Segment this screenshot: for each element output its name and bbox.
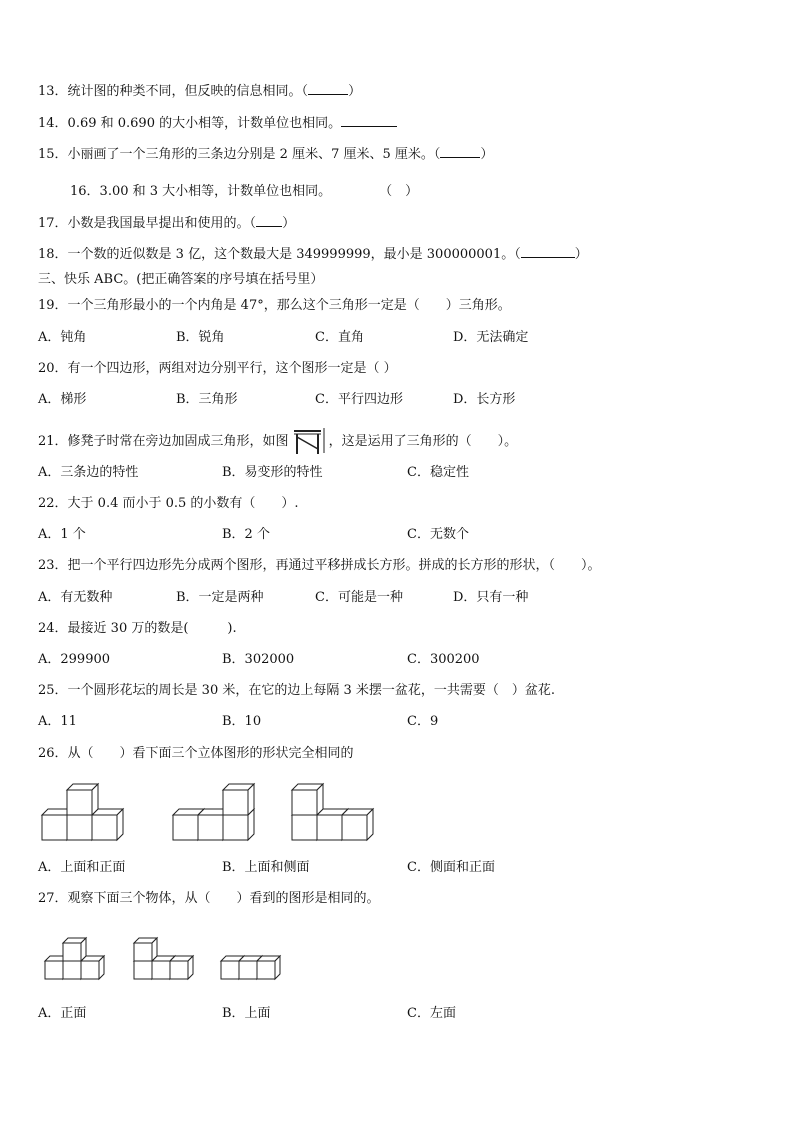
question-17: [38, 214, 295, 233]
option-a[interactable]: A．有无数种: [38, 590, 113, 605]
question-number: 17．: [38, 216, 68, 231]
question-text: 修凳子时常在旁边加固成三角形，如图: [67, 434, 289, 449]
option-b[interactable]: B．三角形: [176, 392, 238, 407]
question-number: 24．: [38, 621, 68, 636]
option-b[interactable]: B．一定是两种: [176, 590, 264, 605]
option-d[interactable]: D．长方形: [453, 392, 516, 407]
question-tail: ）: [574, 247, 588, 262]
question-text: 一个圆形花坛的周长是 30 米，在它的边上每隔 3 米摆一盆花，一共需要（ ）盆花.: [67, 683, 556, 698]
solid-figures-27: [40, 933, 290, 983]
question-tail: ）: [348, 84, 362, 99]
option-c[interactable]: C．9: [407, 714, 439, 729]
option-b[interactable]: B．锐角: [176, 330, 225, 345]
option-b[interactable]: B．302000: [222, 652, 295, 667]
question-number: 25．: [38, 683, 68, 698]
question-18: [38, 245, 588, 264]
section-heading: 三、快乐 ABC。(把正确答案的序号填在括号里）: [38, 272, 324, 287]
question-16: [70, 183, 418, 201]
question-23: [38, 557, 601, 575]
answer-blank[interactable]: [440, 145, 480, 158]
question-text: 从（ ）看下面三个立体图形的形状完全相同的: [67, 746, 354, 761]
question-19: [38, 297, 511, 315]
stool-figure: [291, 427, 327, 455]
answer-blank[interactable]: [521, 245, 575, 258]
question-number: 22．: [38, 496, 68, 511]
option-c[interactable]: C．可能是一种: [315, 590, 403, 605]
question-number: 14．: [38, 116, 68, 131]
solid-object-2: [134, 938, 193, 979]
question-14: [38, 114, 397, 133]
option-c[interactable]: C．左面: [407, 1006, 456, 1021]
option-a[interactable]: A．钝角: [38, 330, 87, 345]
question-22: [38, 495, 299, 513]
question-number: 26．: [38, 746, 68, 761]
question-13: [38, 82, 361, 101]
question-number: 21．: [38, 434, 68, 449]
question-20: [38, 360, 397, 378]
question-text: 一个数的近似数是 3 亿，这个数最大是 349999999，最小是 300000001。（: [67, 247, 521, 262]
option-c[interactable]: C．无数个: [407, 527, 469, 542]
option-a[interactable]: A．299900: [38, 652, 111, 667]
option-a[interactable]: A．1 个: [38, 527, 86, 542]
answer-blank[interactable]: [308, 82, 348, 95]
question-text: 把一个平行四边形先分成两个图形，再通过平移拼成长方形。拼成的长方形的形状，（ ）。: [67, 558, 601, 573]
question-text: 小丽画了一个三角形的三条边分别是 2 厘米、7 厘米、5 厘米。（: [67, 147, 441, 162]
question-text: 0.69 和 0.690 的大小相等，计数单位也相同。: [67, 116, 342, 131]
option-a[interactable]: A．上面和正面: [38, 860, 126, 875]
option-b[interactable]: B．上面和侧面: [222, 860, 310, 875]
solid-figure-2: [173, 784, 254, 840]
question-26: [38, 745, 354, 763]
question-number: 20．: [38, 361, 68, 376]
question-text: 一个三角形最小的一个内角是 47°，那么这个三角形一定是（ ）三角形。: [67, 298, 511, 313]
answer-bracket[interactable]: （ ）: [379, 184, 419, 199]
answer-blank[interactable]: [256, 214, 282, 227]
option-b[interactable]: B．易变形的特性: [222, 465, 323, 480]
question-text: 小数是我国最早提出和使用的。（: [67, 216, 257, 231]
solid-object-3: [221, 956, 280, 979]
question-text: 统计图的种类不同，但反映的信息相同。（: [67, 84, 309, 99]
option-b[interactable]: B．10: [222, 714, 262, 729]
question-tail: ）: [282, 216, 296, 231]
option-c[interactable]: C．侧面和正面: [407, 860, 495, 875]
solid-figures-26: [36, 778, 386, 848]
option-c[interactable]: C．直角: [315, 330, 364, 345]
question-number: 15．: [38, 147, 68, 162]
question-tail: ）: [480, 147, 494, 162]
option-c[interactable]: C．300200: [407, 652, 480, 667]
question-number: 18．: [38, 247, 68, 262]
question-text: 最接近 30 万的数是( ).: [67, 621, 237, 636]
question-text: 观察下面三个物体，从（ ）看到的图形是相同的。: [67, 891, 380, 906]
question-25: [38, 682, 555, 700]
option-a[interactable]: A．梯形: [38, 392, 87, 407]
question-number: 16．: [70, 184, 100, 199]
option-c[interactable]: C．平行四边形: [315, 392, 403, 407]
option-b[interactable]: B．2 个: [222, 527, 270, 542]
question-text-cont: ，这是运用了三角形的（ ）。: [328, 434, 518, 449]
solid-figure-1: [42, 784, 123, 840]
option-b[interactable]: B．上面: [222, 1006, 271, 1021]
option-a[interactable]: A．正面: [38, 1006, 87, 1021]
question-text: 大于 0.4 而小于 0.5 的小数有（ ）.: [67, 496, 299, 511]
question-number: 23．: [38, 558, 68, 573]
option-d[interactable]: D．无法确定: [453, 330, 529, 345]
question-number: 19．: [38, 298, 68, 313]
question-15: [38, 145, 493, 164]
solid-object-1: [45, 938, 104, 979]
option-d[interactable]: D．只有一种: [453, 590, 529, 605]
option-a[interactable]: A．11: [38, 714, 77, 729]
question-number: 27．: [38, 891, 68, 906]
answer-blank[interactable]: [341, 114, 397, 127]
question-27: [38, 890, 380, 908]
solid-figure-3: [292, 784, 373, 840]
question-number: 13．: [38, 84, 68, 99]
question-text: 3.00 和 3 大小相等，计数单位也相同。: [99, 184, 332, 199]
question-21: [38, 427, 517, 455]
option-a[interactable]: A．三条边的特性: [38, 465, 139, 480]
question-24: [38, 620, 237, 638]
option-c[interactable]: C．稳定性: [407, 465, 469, 480]
question-text: 有一个四边形，两组对边分别平行，这个图形一定是（ ）: [67, 361, 397, 376]
